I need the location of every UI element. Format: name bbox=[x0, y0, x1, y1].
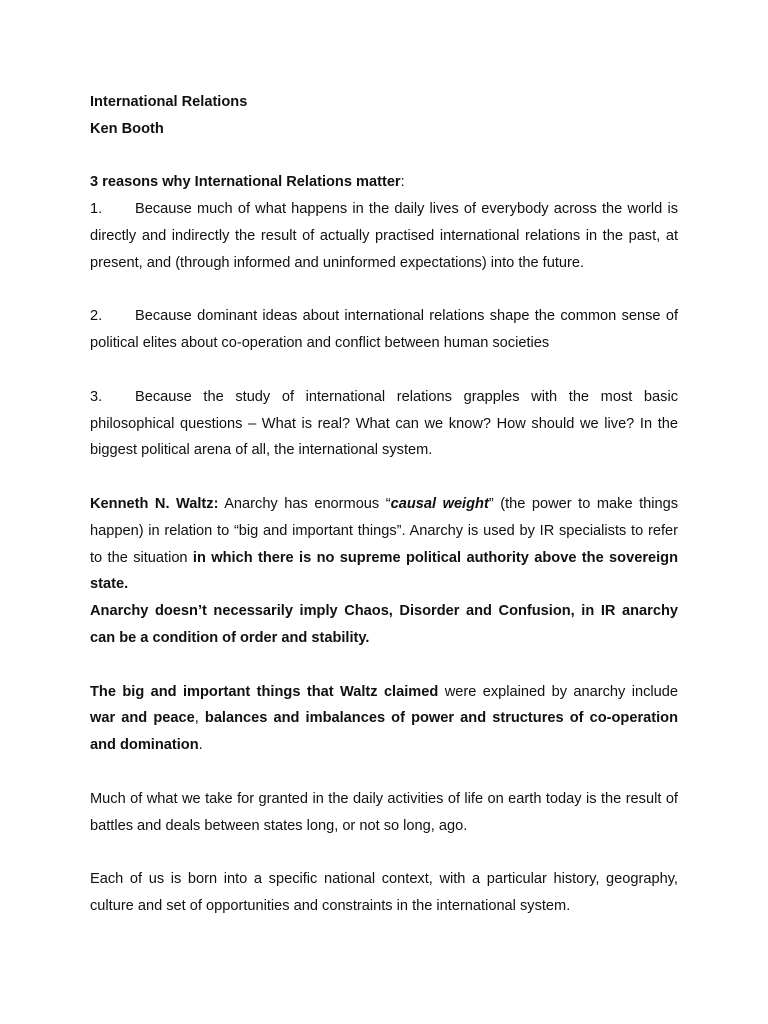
reason-number: 3. bbox=[90, 388, 103, 405]
reason-item-3 bbox=[90, 384, 678, 464]
spacer bbox=[90, 839, 678, 866]
reason-text: Because dominant ideas about international relations shape the common sense of political elites about co-operation and conflict between human societies bbox=[90, 308, 678, 352]
reason-item-1 bbox=[90, 196, 678, 276]
causal-weight-term: causal weight bbox=[390, 495, 489, 512]
waltz-text-2: ” (the power to make things happen) in relation to “big and important things”. Anarchy is used by IR specialists to refer to the situation bbox=[90, 495, 679, 566]
document-page bbox=[90, 89, 678, 920]
big-things-bold-1: The big and important things that Waltz claimed bbox=[90, 683, 439, 700]
spacer bbox=[90, 277, 678, 304]
spacer bbox=[90, 464, 678, 491]
spacer bbox=[90, 759, 678, 786]
reasons-heading-text: 3 reasons why International Relations matter bbox=[90, 174, 401, 191]
reason-number: 2. bbox=[90, 308, 103, 325]
spacer bbox=[90, 357, 678, 384]
spacer bbox=[90, 143, 678, 170]
reasons-heading-colon: : bbox=[400, 174, 405, 191]
big-things-text-1: were explained by anarchy include bbox=[438, 683, 678, 700]
reasons-heading bbox=[90, 169, 678, 196]
anarchy-statement: Anarchy doesn’t necessarily imply Chaos, Disorder and Confusion, in IR anarchy can be a condition of order and stability. bbox=[90, 603, 678, 646]
big-things-bold-2: war and peace bbox=[90, 710, 195, 727]
waltz-text-1: Anarchy has enormous “ bbox=[218, 495, 391, 512]
big-things-paragraph bbox=[90, 679, 678, 759]
context-paragraph: Each of us is born into a specific national context, with a particular history, geography, culture and set of opportunities and constraints in the international system. bbox=[90, 871, 678, 914]
waltz-paragraph bbox=[90, 491, 678, 598]
reason-number: 1. bbox=[90, 201, 103, 218]
document-title: International Relations bbox=[90, 94, 248, 110]
spacer bbox=[90, 652, 678, 679]
waltz-bold-definition: in which there is no supreme political authority above the sovereign state. bbox=[90, 549, 679, 593]
reason-text: Because much of what happens in the daily lives of everybody across the world is directly and indirectly the result of actually practised international relations in the past, at present, and (through informed and uninformed expectations) into the future. bbox=[90, 201, 678, 271]
document-author: Ken Booth bbox=[90, 120, 164, 137]
big-things-text-2: , bbox=[194, 710, 205, 727]
battles-paragraph: Much of what we take for granted in the daily activities of life on earth today is the result of battles and deals between states long, or not so long, ago. bbox=[90, 790, 678, 834]
reason-item-2 bbox=[90, 303, 678, 357]
big-things-text-3: . bbox=[198, 737, 203, 754]
waltz-name: Kenneth N. Waltz: bbox=[90, 495, 219, 512]
big-things-bold-3: balances and imbalances of power and structures of co-operation and domination bbox=[90, 710, 679, 754]
reason-text: Because the study of international relations grapples with the most basic philosophical questions – What is real? What can we know? How should we live? In the biggest political arena of all, the international system. bbox=[90, 388, 678, 459]
